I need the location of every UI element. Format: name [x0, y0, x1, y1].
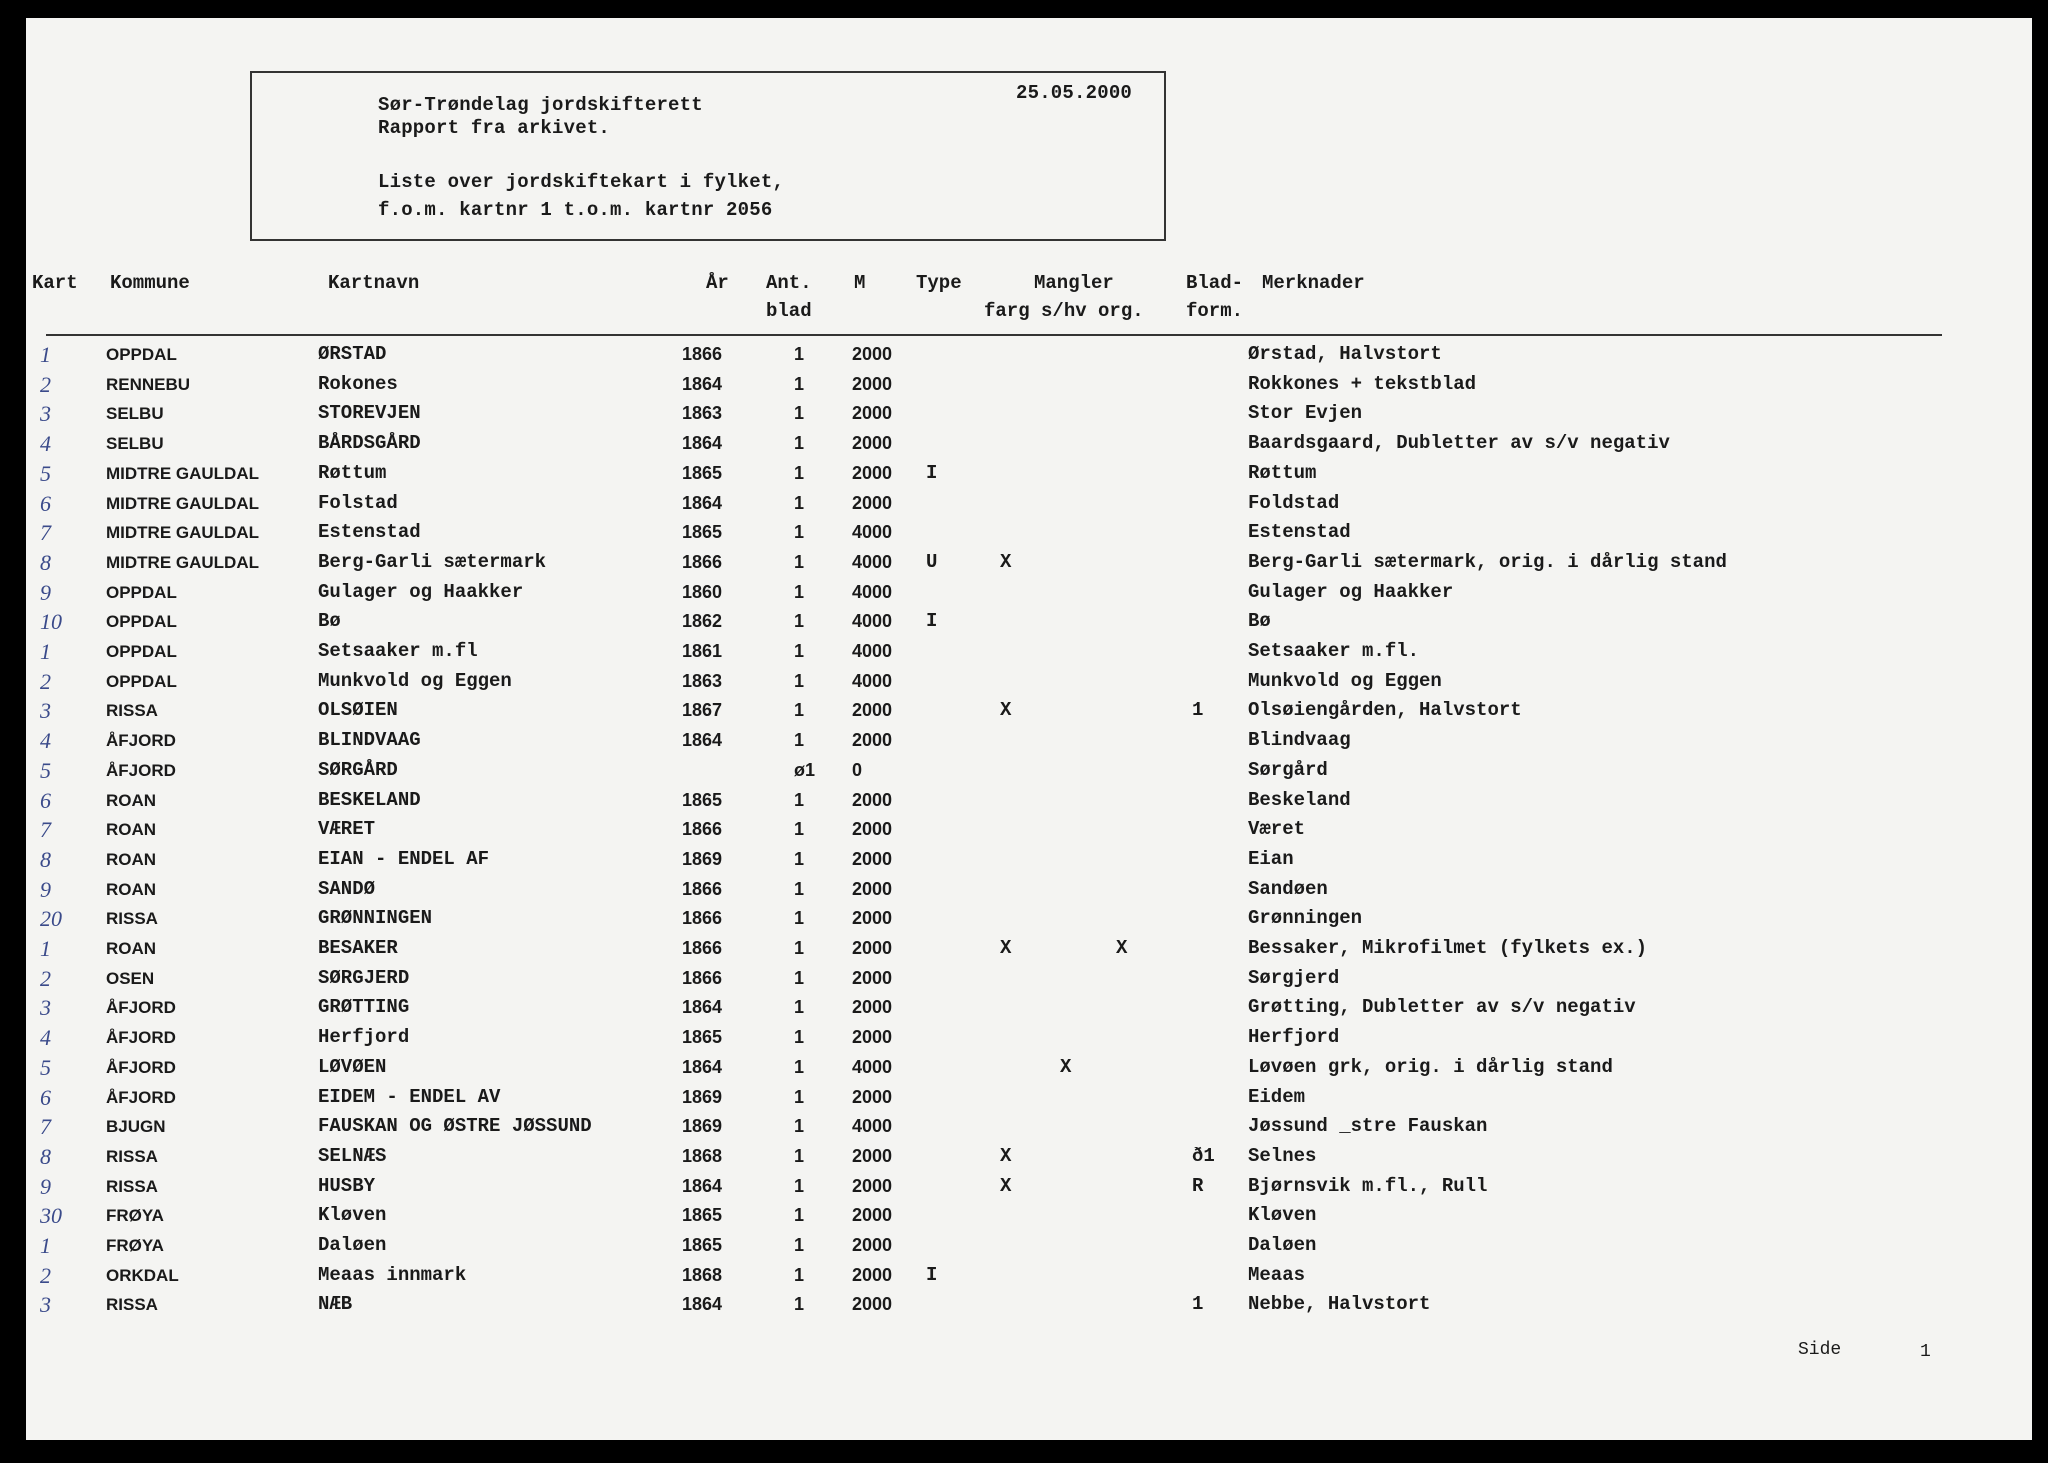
sheet-count-cell: 1: [794, 641, 805, 661]
row-number: 3: [40, 995, 51, 1020]
year-cell: 1862: [682, 611, 723, 631]
scale-cell: 4000: [852, 582, 893, 602]
row-number: 2: [40, 1263, 51, 1288]
row-number: 7: [40, 817, 51, 842]
merknader-cell: Estenstad: [1248, 521, 1351, 543]
row-number: 3: [40, 1292, 51, 1317]
table-row: [0, 459, 2048, 488]
kommune-cell: OPPDAL: [106, 345, 177, 364]
scale-cell: 2000: [852, 1087, 893, 1107]
year-cell: 1868: [682, 1265, 723, 1285]
scale-cell: 4000: [852, 641, 893, 661]
col-kart: Kart: [32, 272, 78, 294]
kartnavn-cell: STOREVJEN: [318, 402, 421, 424]
col-mangler: Mangler: [1034, 272, 1114, 294]
row-number: 1: [40, 342, 51, 367]
row-number: 2: [40, 966, 51, 991]
page-number: 1: [1920, 1342, 1931, 1362]
kartnavn-cell: BESKELAND: [318, 789, 421, 811]
kommune-cell: MIDTRE GAULDAL: [106, 464, 259, 483]
merknader-cell: Været: [1248, 818, 1306, 840]
merknader-cell: Eian: [1248, 848, 1294, 870]
scale-cell: 2000: [852, 879, 893, 899]
kommune-cell: FRØYA: [106, 1206, 164, 1225]
col-m: M: [854, 272, 866, 294]
scale-cell: 2000: [852, 1265, 893, 1285]
org-name: Sør-Trøndelag jordskifterett: [378, 94, 703, 116]
kartnavn-cell: Rokones: [318, 373, 398, 395]
kommune-cell: ORKDAL: [106, 1266, 179, 1285]
kartnavn-cell: SELNÆS: [318, 1145, 387, 1167]
row-number: 6: [40, 1085, 51, 1110]
kartnavn-cell: Røttum: [318, 462, 387, 484]
year-cell: 1868: [682, 1146, 723, 1166]
kommune-cell: MIDTRE GAULDAL: [106, 494, 259, 513]
scale-cell: 4000: [852, 522, 893, 542]
row-number: 20: [40, 906, 62, 931]
scale-cell: 4000: [852, 611, 893, 631]
scale-cell: 2000: [852, 493, 893, 513]
year-cell: 1866: [682, 908, 723, 928]
kartnavn-cell: SØRGÅRD: [318, 759, 398, 781]
year-cell: 1869: [682, 1087, 723, 1107]
merknader-cell: Jøssund _stre Fauskan: [1248, 1115, 1488, 1137]
row-number: 6: [40, 788, 51, 813]
sheet-count-cell: 1: [794, 790, 805, 810]
row-number: 8: [40, 550, 51, 575]
scale-cell: 2000: [852, 344, 893, 364]
col-ant-sub: blad: [766, 300, 812, 322]
merknader-cell: Gulager og Haakker: [1248, 581, 1454, 603]
row-number: 2: [40, 372, 51, 397]
merknader-cell: Rokkones + tekstblad: [1248, 373, 1477, 395]
kartnavn-cell: VÆRET: [318, 818, 376, 840]
year-cell: 1864: [682, 997, 723, 1017]
kommune-cell: ÅFJORD: [106, 731, 176, 750]
table-row: [0, 696, 2048, 725]
sheet-count-cell: 1: [794, 671, 805, 691]
merknader-cell: Munkvold og Eggen: [1248, 670, 1442, 692]
sheet-count-cell: 1: [794, 1235, 805, 1255]
scale-cell: 2000: [852, 790, 893, 810]
kartnavn-cell: EIDEM - ENDEL AV: [318, 1086, 501, 1108]
table-row: [0, 578, 2048, 607]
kartnavn-cell: NÆB: [318, 1293, 353, 1315]
year-cell: 1869: [682, 849, 723, 869]
sheet-count-cell: 1: [794, 1116, 805, 1136]
type-cell: I: [926, 1264, 938, 1286]
kartnavn-cell: Setsaaker m.fl: [318, 640, 478, 662]
sheet-count-cell: 1: [794, 1146, 805, 1166]
table-row: [0, 1112, 2048, 1141]
type-cell: I: [926, 610, 938, 632]
col-kartnavn: Kartnavn: [328, 272, 420, 294]
row-number: 4: [40, 728, 51, 753]
col-aar: År: [706, 272, 729, 294]
row-number: 9: [40, 1174, 51, 1199]
sheet-count-cell: 1: [794, 879, 805, 899]
merknader-cell: Røttum: [1248, 462, 1317, 484]
kartnavn-cell: Meaas innmark: [318, 1264, 467, 1286]
scale-cell: 2000: [852, 700, 893, 720]
kartnavn-cell: Bø: [318, 610, 341, 632]
sheet-count-cell: 1: [794, 1087, 805, 1107]
bladform-cell: ð1: [1192, 1145, 1215, 1167]
sheet-count-cell: 1: [794, 403, 805, 423]
kommune-cell: OPPDAL: [106, 672, 177, 691]
merknader-cell: Selnes: [1248, 1145, 1317, 1167]
row-number: 10: [40, 609, 62, 634]
row-number: 1: [40, 936, 51, 961]
table-row: [0, 875, 2048, 904]
year-cell: 1865: [682, 1205, 723, 1225]
table-row: [0, 1231, 2048, 1260]
row-number: 5: [40, 1055, 51, 1080]
merknader-cell: Berg-Garli sætermark, orig. i dårlig stand: [1248, 551, 1727, 573]
table-row: [0, 1083, 2048, 1112]
kartnavn-cell: SØRGJERD: [318, 967, 410, 989]
sheet-count-cell: 1: [794, 819, 805, 839]
kommune-cell: OSEN: [106, 969, 155, 988]
year-cell: 1864: [682, 433, 723, 453]
col-blad-sub: form.: [1186, 300, 1244, 322]
merknader-cell: Setsaaker m.fl.: [1248, 640, 1420, 662]
col-ant: Ant.: [766, 272, 812, 294]
kartnavn-cell: LØVØEN: [318, 1056, 387, 1078]
year-cell: 1864: [682, 374, 723, 394]
scale-cell: 2000: [852, 1294, 893, 1314]
merknader-cell: Meaas: [1248, 1264, 1306, 1286]
kartnavn-cell: HUSBY: [318, 1175, 376, 1197]
scale-cell: 2000: [852, 819, 893, 839]
sheet-count-cell: 1: [794, 908, 805, 928]
table-row: [0, 993, 2048, 1022]
bladform-cell: 1: [1192, 699, 1204, 721]
kommune-cell: RISSA: [106, 1295, 158, 1314]
table-row: [0, 964, 2048, 993]
table-row: [0, 1142, 2048, 1171]
year-cell: 1866: [682, 344, 723, 364]
merknader-cell: Grøtting, Dubletter av s/v negativ: [1248, 996, 1636, 1018]
year-cell: 1866: [682, 968, 723, 988]
merknader-cell: Bjørnsvik m.fl., Rull: [1248, 1175, 1488, 1197]
sheet-count-cell: 1: [794, 374, 805, 394]
row-number: 3: [40, 401, 51, 426]
sheet-count-cell: 1: [794, 730, 805, 750]
year-cell: 1867: [682, 700, 723, 720]
year-cell: 1864: [682, 493, 723, 513]
scale-cell: 2000: [852, 938, 893, 958]
table-row: [0, 667, 2048, 696]
year-cell: 1865: [682, 463, 723, 483]
sheet-count-cell: 1: [794, 849, 805, 869]
merknader-cell: Nebbe, Halvstort: [1248, 1293, 1431, 1315]
kartnavn-cell: ØRSTAD: [318, 343, 387, 365]
sheet-count-cell: ø1: [794, 760, 816, 780]
year-cell: 1864: [682, 1294, 723, 1314]
sheet-count-cell: 1: [794, 611, 805, 631]
kommune-cell: ROAN: [106, 880, 157, 899]
kommune-cell: RISSA: [106, 1147, 158, 1166]
merknader-cell: Baardsgaard, Dubletter av s/v negativ: [1248, 432, 1670, 454]
table-row: [0, 1023, 2048, 1052]
table-row: [0, 904, 2048, 933]
kartnavn-cell: Daløen: [318, 1234, 387, 1256]
table-row: [0, 786, 2048, 815]
row-number: 7: [40, 520, 51, 545]
kartnavn-cell: SANDØ: [318, 878, 376, 900]
sheet-count-cell: 1: [794, 582, 805, 602]
scale-cell: 4000: [852, 552, 893, 572]
mangler-farg-cell: X: [1000, 937, 1012, 959]
sheet-count-cell: 1: [794, 1265, 805, 1285]
kartnavn-cell: Munkvold og Eggen: [318, 670, 512, 692]
mangler-farg-cell: X: [1000, 1175, 1012, 1197]
sheet-count-cell: 1: [794, 463, 805, 483]
merknader-cell: Beskeland: [1248, 789, 1351, 811]
table-row: [0, 815, 2048, 844]
table-row: [0, 756, 2048, 785]
row-number: 5: [40, 758, 51, 783]
kommune-cell: BJUGN: [106, 1117, 166, 1136]
merknader-cell: Olsøiengården, Halvstort: [1248, 699, 1522, 721]
merknader-cell: Sandøen: [1248, 878, 1328, 900]
sheet-count-cell: 1: [794, 344, 805, 364]
sheet-count-cell: 1: [794, 493, 805, 513]
kartnavn-cell: GRØNNINGEN: [318, 907, 433, 929]
scale-cell: 2000: [852, 1235, 893, 1255]
bladform-cell: R: [1192, 1175, 1204, 1197]
scale-cell: 4000: [852, 671, 893, 691]
row-number: 9: [40, 580, 51, 605]
kartnavn-cell: BÅRDSGÅRD: [318, 432, 421, 454]
col-merknader: Merknader: [1262, 272, 1365, 294]
row-number: 2: [40, 669, 51, 694]
year-cell: 1860: [682, 582, 723, 602]
merknader-cell: Stor Evjen: [1248, 402, 1363, 424]
kommune-cell: ROAN: [106, 820, 157, 839]
sheet-count-cell: 1: [794, 997, 805, 1017]
merknader-cell: Sørgjerd: [1248, 967, 1340, 989]
year-cell: 1864: [682, 1057, 723, 1077]
kommune-cell: ROAN: [106, 791, 157, 810]
table-row: [0, 1053, 2048, 1082]
table-row: [0, 726, 2048, 755]
merknader-cell: Grønningen: [1248, 907, 1363, 929]
mangler-sh-cell: X: [1060, 1056, 1072, 1078]
mangler-org-cell: X: [1116, 937, 1128, 959]
year-cell: 1865: [682, 1235, 723, 1255]
bladform-cell: 1: [1192, 1293, 1204, 1315]
table-row: [0, 370, 2048, 399]
scale-cell: 2000: [852, 1146, 893, 1166]
list-title: Liste over jordskiftekart i fylket,: [378, 171, 785, 193]
table-row: [0, 429, 2048, 458]
kommune-cell: ÅFJORD: [106, 1088, 176, 1107]
year-cell: 1865: [682, 1027, 723, 1047]
table-row: [0, 399, 2048, 428]
kommune-cell: RISSA: [106, 701, 158, 720]
sheet-count-cell: 1: [794, 1176, 805, 1196]
row-number: 8: [40, 1144, 51, 1169]
row-number: 9: [40, 877, 51, 902]
kartnavn-cell: Folstad: [318, 492, 398, 514]
sheet-count-cell: 1: [794, 1294, 805, 1314]
year-cell: 1866: [682, 819, 723, 839]
scale-cell: 2000: [852, 997, 893, 1017]
year-cell: 1869: [682, 1116, 723, 1136]
row-number: 5: [40, 461, 51, 486]
kartnavn-cell: Estenstad: [318, 521, 421, 543]
kartnavn-cell: FAUSKAN OG ØSTRE JØSSUND: [318, 1115, 592, 1137]
kommune-cell: MIDTRE GAULDAL: [106, 523, 259, 542]
table-row: [0, 845, 2048, 874]
year-cell: 1865: [682, 790, 723, 810]
year-cell: 1863: [682, 403, 723, 423]
merknader-cell: Kløven: [1248, 1204, 1317, 1226]
year-cell: 1866: [682, 938, 723, 958]
kartnavn-cell: Berg-Garli sætermark: [318, 551, 547, 573]
row-number: 4: [40, 1025, 51, 1050]
scale-cell: 2000: [852, 463, 893, 483]
kommune-cell: SELBU: [106, 404, 164, 423]
scale-cell: 0: [852, 760, 863, 780]
merknader-cell: Sørgård: [1248, 759, 1328, 781]
row-number: 6: [40, 491, 51, 516]
year-cell: 1866: [682, 552, 723, 572]
merknader-cell: Herfjord: [1248, 1026, 1340, 1048]
table-row: [0, 1201, 2048, 1230]
scale-cell: 4000: [852, 1116, 893, 1136]
row-number: 1: [40, 639, 51, 664]
scale-cell: 2000: [852, 730, 893, 750]
sheet-count-cell: 1: [794, 522, 805, 542]
kartnavn-cell: Kløven: [318, 1204, 387, 1226]
table-row: [0, 340, 2048, 369]
table-row: [0, 548, 2048, 577]
kommune-cell: ÅFJORD: [106, 998, 176, 1017]
year-cell: 1863: [682, 671, 723, 691]
merknader-cell: Ørstad, Halvstort: [1248, 343, 1442, 365]
table-row: [0, 934, 2048, 963]
kommune-cell: RISSA: [106, 1177, 158, 1196]
merknader-cell: Foldstad: [1248, 492, 1340, 514]
merknader-cell: Bø: [1248, 610, 1271, 632]
mangler-farg-cell: X: [1000, 551, 1012, 573]
scale-cell: 2000: [852, 1027, 893, 1047]
table-row: [0, 1261, 2048, 1290]
kommune-cell: OPPDAL: [106, 642, 177, 661]
kommune-cell: ROAN: [106, 939, 157, 958]
scale-cell: 2000: [852, 849, 893, 869]
scale-cell: 2000: [852, 968, 893, 988]
sheet-count-cell: 1: [794, 1205, 805, 1225]
scale-cell: 2000: [852, 403, 893, 423]
scale-cell: 2000: [852, 908, 893, 928]
merknader-cell: Blindvaag: [1248, 729, 1351, 751]
sheet-count-cell: 1: [794, 700, 805, 720]
scale-cell: 2000: [852, 1176, 893, 1196]
table-row: [0, 1172, 2048, 1201]
kartnavn-cell: BLINDVAAG: [318, 729, 421, 751]
table-row: [0, 637, 2048, 666]
col-type: Type: [916, 272, 962, 294]
year-cell: 1864: [682, 730, 723, 750]
col-kommune: Kommune: [110, 272, 190, 294]
kommune-cell: FRØYA: [106, 1236, 164, 1255]
mangler-farg-cell: X: [1000, 699, 1012, 721]
col-blad: Blad-: [1186, 272, 1244, 294]
kommune-cell: ROAN: [106, 850, 157, 869]
merknader-cell: Løvøen grk, orig. i dårlig stand: [1248, 1056, 1613, 1078]
kommune-cell: ÅFJORD: [106, 1058, 176, 1077]
kartnavn-cell: Herfjord: [318, 1026, 410, 1048]
year-cell: 1864: [682, 1176, 723, 1196]
kartnavn-cell: EIAN - ENDEL AF: [318, 848, 490, 870]
kommune-cell: MIDTRE GAULDAL: [106, 553, 259, 572]
row-number: 30: [40, 1203, 62, 1228]
kartnavn-cell: Gulager og Haakker: [318, 581, 524, 603]
sheet-count-cell: 1: [794, 1057, 805, 1077]
kommune-cell: OPPDAL: [106, 612, 177, 631]
kommune-cell: RISSA: [106, 909, 158, 928]
kartnavn-cell: GRØTTING: [318, 996, 410, 1018]
year-cell: 1861: [682, 641, 723, 661]
merknader-cell: Bessaker, Mikrofilmet (fylkets ex.): [1248, 937, 1648, 959]
kommune-cell: ÅFJORD: [106, 761, 176, 780]
kartnavn-cell: BESAKER: [318, 937, 398, 959]
sheet-count-cell: 1: [794, 938, 805, 958]
report-title: Rapport fra arkivet.: [378, 117, 611, 139]
scale-cell: 2000: [852, 433, 893, 453]
type-cell: U: [926, 551, 938, 573]
mangler-farg-cell: X: [1000, 1145, 1012, 1167]
year-cell: 1866: [682, 879, 723, 899]
list-range: f.o.m. kartnr 1 t.o.m. kartnr 2056: [378, 199, 773, 221]
merknader-cell: Eidem: [1248, 1086, 1306, 1108]
report-date: 25.05.2000: [1016, 82, 1133, 104]
year-cell: 1865: [682, 522, 723, 542]
sheet-count-cell: 1: [794, 968, 805, 988]
type-cell: I: [926, 462, 938, 484]
sheet-count-cell: 1: [794, 552, 805, 572]
row-number: 1: [40, 1233, 51, 1258]
table-row: [0, 489, 2048, 518]
row-number: 8: [40, 847, 51, 872]
kommune-cell: RENNEBU: [106, 375, 191, 394]
kartnavn-cell: OLSØIEN: [318, 699, 398, 721]
scale-cell: 4000: [852, 1057, 893, 1077]
row-number: 7: [40, 1114, 51, 1139]
sheet-count-cell: 1: [794, 1027, 805, 1047]
row-number: 3: [40, 698, 51, 723]
sheet-count-cell: 1: [794, 433, 805, 453]
kommune-cell: SELBU: [106, 434, 164, 453]
scale-cell: 2000: [852, 374, 893, 394]
table-row: [0, 518, 2048, 547]
header-rule: [46, 334, 1942, 336]
row-number: 4: [40, 431, 51, 456]
kommune-cell: OPPDAL: [106, 583, 177, 602]
kommune-cell: ÅFJORD: [106, 1028, 176, 1047]
table-row: [0, 607, 2048, 636]
merknader-cell: Daløen: [1248, 1234, 1317, 1256]
table-row: [0, 1290, 2048, 1319]
page-label: Side: [1798, 1340, 1842, 1360]
col-mangler-sub: farg s/hv org.: [984, 300, 1144, 322]
scale-cell: 2000: [852, 1205, 893, 1225]
